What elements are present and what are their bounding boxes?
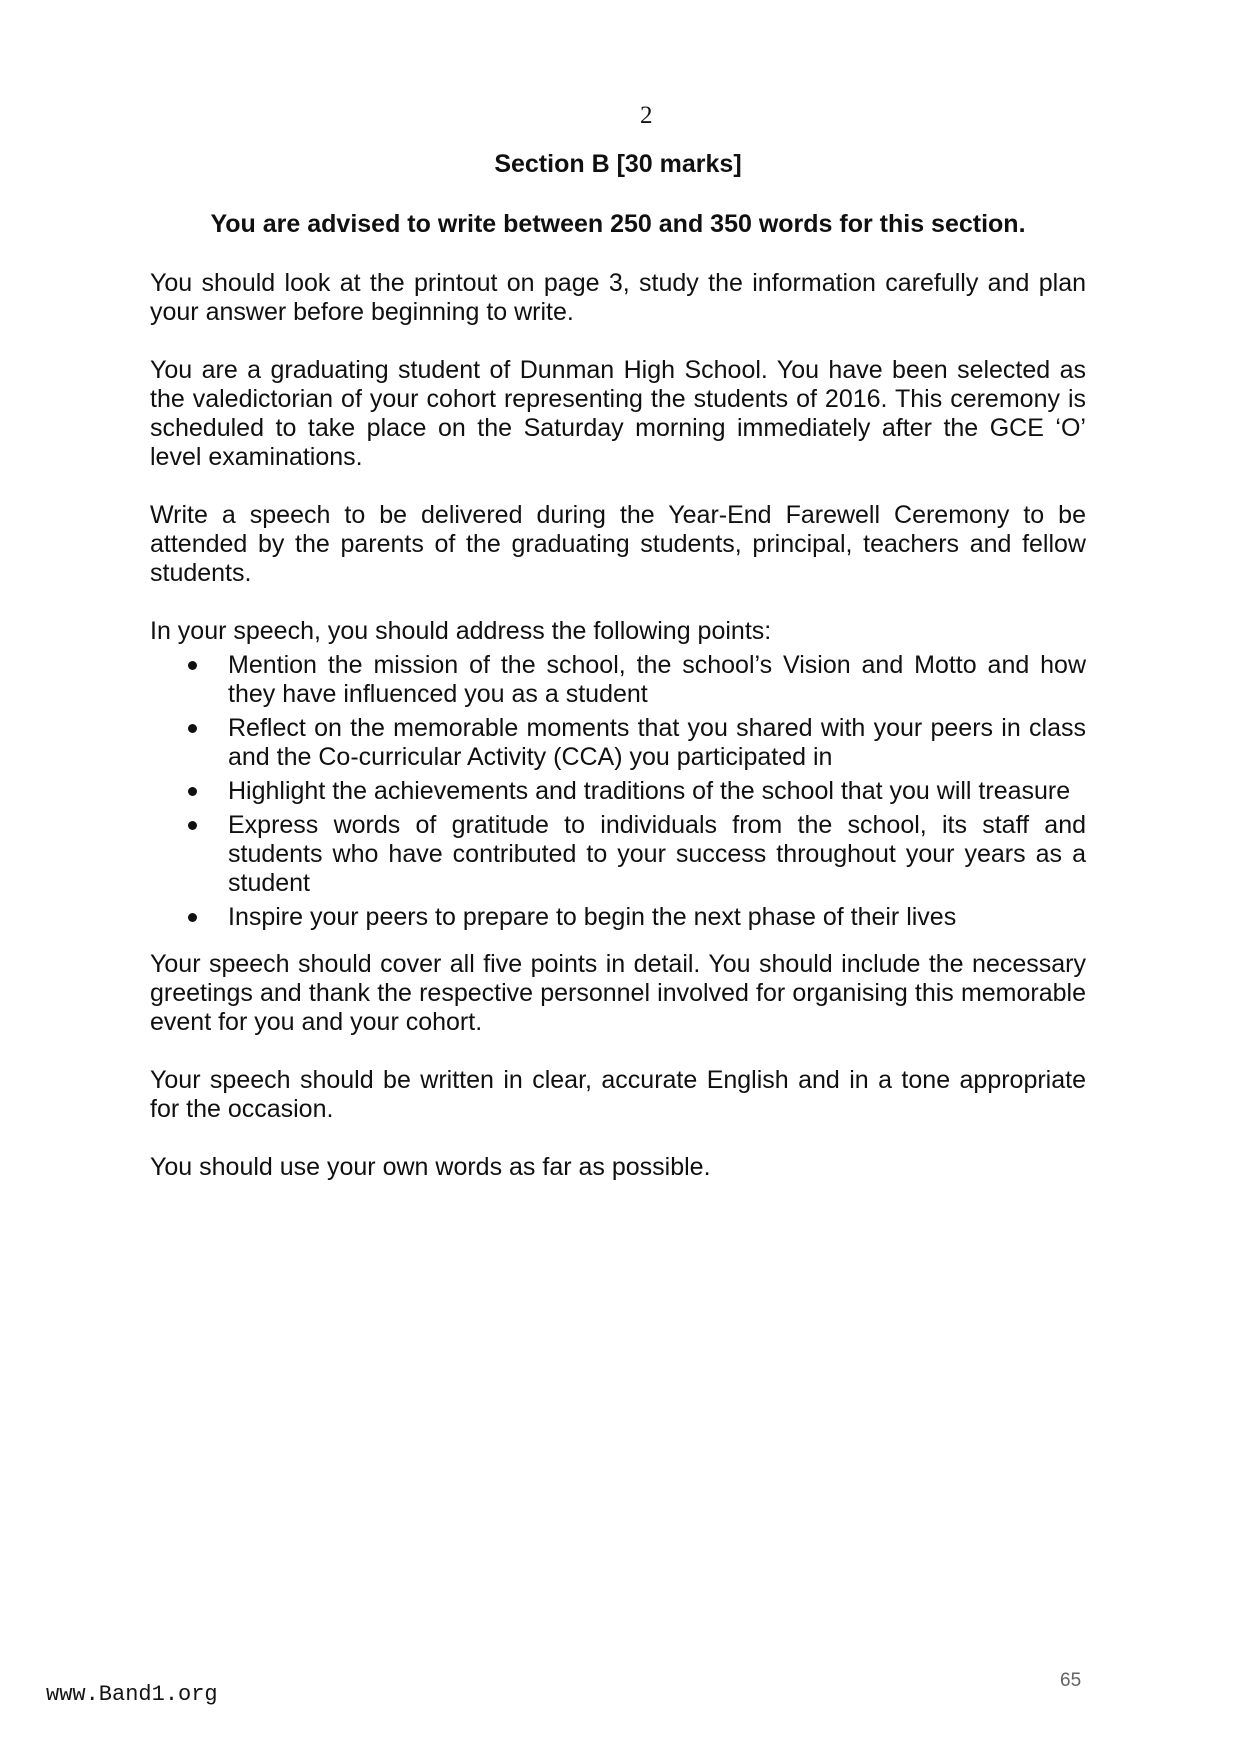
point-text: Inspire your peers to prepare to begin the next phase of their lives	[228, 903, 957, 931]
bullet-dot-icon	[188, 821, 197, 830]
point-text: Mention the mission of the school, the school’s Vision and Motto and how they have influenced you as a student	[228, 651, 1086, 708]
point-item-mission	[228, 651, 1086, 709]
footer-website: www.Band1.org	[46, 1682, 218, 1707]
bullet-dot-icon	[188, 913, 197, 922]
point-item-memories	[228, 714, 1086, 772]
point-text: Highlight the achievements and traditions of the school that you will treasure	[228, 777, 1071, 805]
task-paragraph: Write a speech to be delivered during the Year-End Farewell Ceremony to be attended by the parents of the graduating students, principal, teachers and fellow students.	[150, 501, 1086, 587]
language-paragraph: Your speech should be written in clear, accurate English and in a tone appropriate for the occasion.	[150, 1066, 1086, 1123]
instruction-paragraph: You should look at the printout on page 3, study the information carefully and plan your answer before beginning to write.	[150, 269, 1086, 326]
point-item-achievements	[228, 777, 1086, 806]
coverage-paragraph: Your speech should cover all five points in detail. You should include the necessary greetings and thank the respective personnel involved for organising this memorable event for you and your cohort.	[150, 950, 1086, 1036]
page-content	[150, 0, 1086, 1182]
points-list	[150, 651, 1086, 932]
scenario-paragraph: You are a graduating student of Dunman High School. You have been selected as the valedictorian of your cohort representing the students of 2016. This ceremony is scheduled to take place on the Saturday morning immediately after the GCE ‘O’ level examinations.	[150, 356, 1086, 471]
bullet-dot-icon	[188, 724, 197, 733]
point-item-gratitude	[228, 811, 1086, 898]
point-text: Express words of gratitude to individuals from the school, its staff and students who have contributed to your success throughout your years as a student	[228, 811, 1086, 897]
footer-page-number: 65	[1060, 1670, 1082, 1691]
point-text: Reflect on the memorable moments that you shared with your peers in class and the Co-curricular Activity (CCA) you participated in	[228, 714, 1086, 771]
own-words-paragraph: You should use your own words as far as possible.	[150, 1153, 711, 1181]
page-number: 2	[640, 102, 653, 129]
points-intro: In your speech, you should address the following points:	[150, 617, 772, 645]
section-heading: Section B [30 marks]	[494, 150, 742, 178]
bullet-dot-icon	[188, 661, 197, 670]
point-item-inspire	[228, 903, 1086, 932]
bullet-dot-icon	[188, 787, 197, 796]
word-count-advice: You are advised to write between 250 and 350 words for this section.	[210, 210, 1026, 238]
